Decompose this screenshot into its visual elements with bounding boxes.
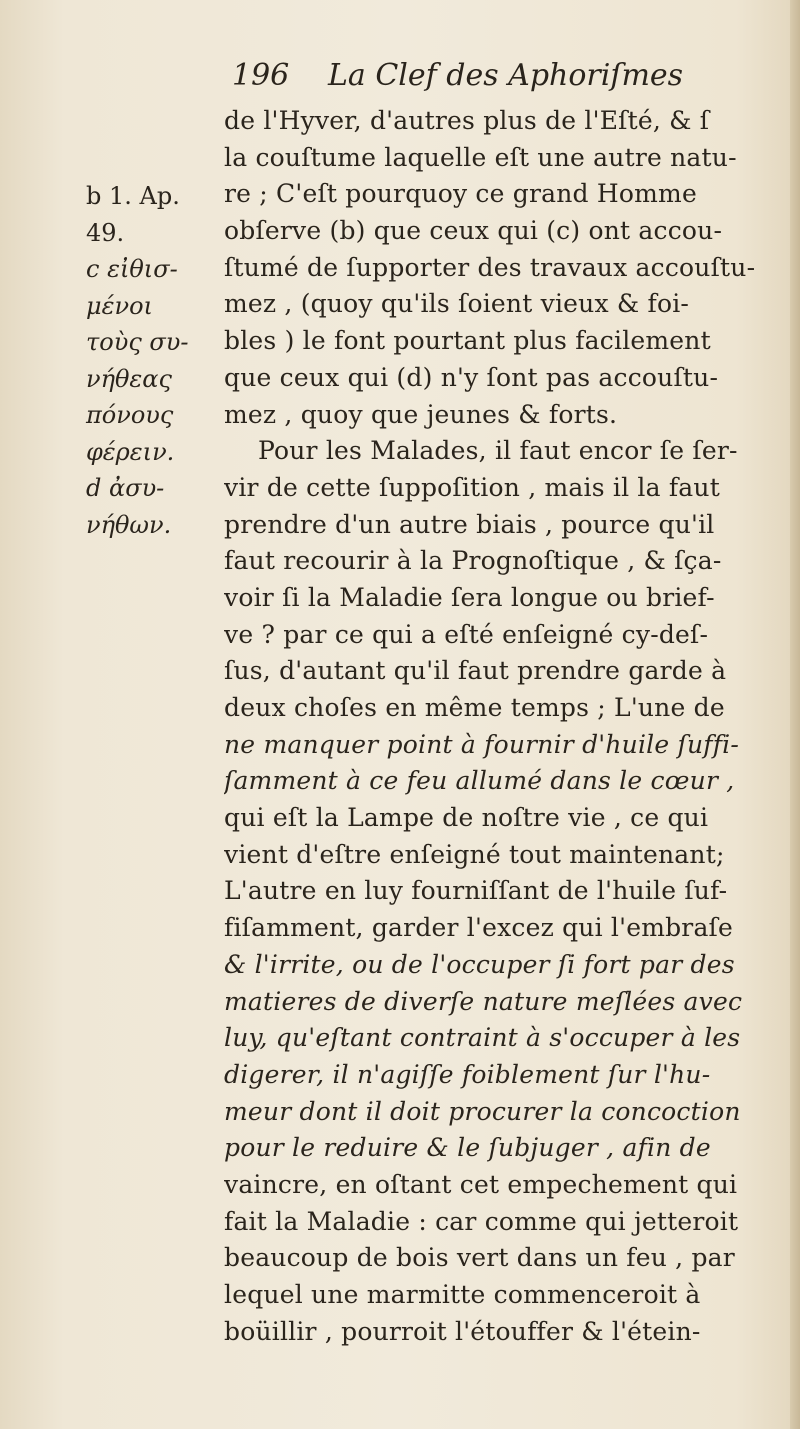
text-line: digerer, il n'agiſſe foiblement ſur l'hu-: [224, 1059, 711, 1089]
margin-note: νήθεας: [86, 364, 172, 393]
margin-note: c εἰθισ-: [86, 255, 178, 283]
page-header: [228, 58, 768, 102]
text-line: faut recourir à la Prognoſtique , & ſça-: [224, 546, 722, 576]
text-line: meur dont il doit procurer la concoction: [224, 1096, 741, 1126]
text-line: vient d'eſtre enſeigné tout maintenant;: [224, 839, 725, 869]
margin-note: d ἀσυ-: [86, 474, 165, 502]
text-line: boüillir , pourroit l'étouffer & l'étein-: [224, 1316, 701, 1346]
text-line: voir ſi la Maladie ſera longue ou brief-: [224, 582, 715, 612]
text-line: ne manquer point à fournir d'huile ſuffi-: [224, 729, 740, 759]
text-line: L'autre en luy fourniſſant de l'huile ſuf-: [224, 876, 728, 906]
text-line: de l'Hyver, d'autres plus de l'Eſté, & ſ: [224, 106, 710, 135]
text-line: ſamment à ce feu allumé dans le cœur ,: [224, 766, 735, 796]
text-line: matieres de diverſe nature meſlées avec: [224, 986, 743, 1016]
text-line: beaucoup de bois vert dans un feu , par: [224, 1243, 735, 1273]
text-line: pour le reduire & le ſubjuger , afin de: [224, 1133, 711, 1163]
text-line: & l'irrite, ou de l'occuper ſi fort par des: [224, 949, 735, 979]
text-line: ſus, d'autant qu'il faut prendre garde à: [224, 656, 727, 686]
text-line: lequel une marmitte commenceroit à: [224, 1280, 701, 1309]
body-text: [224, 103, 769, 1350]
text-line: re ; C'eſt pourquoy ce grand Homme: [224, 179, 697, 209]
text-line: bles ) le font pourtant plus facilement: [224, 326, 711, 356]
text-line: vaincre, en oſtant cet empechement qui: [224, 1169, 738, 1199]
text-line: luy, qu'eſtant contraint à s'occuper à les: [224, 1023, 741, 1053]
margin-note: φέρειν.: [86, 437, 175, 466]
text-line: Pour les Malades, il faut encor ſe ſer-: [258, 436, 738, 466]
margin-note: b 1. Ap.: [86, 182, 180, 210]
text-line: ve ? par ce qui a eſté enſeigné cy-deſ-: [224, 619, 709, 649]
text-line: vir de cette ſuppoſition , mais il la faut: [224, 472, 720, 502]
margin-note: 49.: [86, 218, 125, 247]
text-line: fait la Maladie : car comme qui jetteroit: [224, 1206, 739, 1236]
text-line: fiſamment, garder l'excez qui l'embraſe: [224, 913, 734, 943]
page-number: 196: [232, 58, 290, 93]
running-title: La Clef des Aphoriſmes: [328, 58, 684, 93]
text-line: qui eſt la Lampe de noſtre vie , ce qui: [224, 803, 709, 833]
margin-note: πόνους: [86, 401, 174, 429]
page-edge: [790, 0, 800, 1429]
margin-note: μένοι: [86, 291, 153, 320]
text-line: ſtumé de ſupporter des travaux accouſtu-: [224, 252, 756, 282]
text-line: mez , quoy que jeunes & forts.: [224, 399, 618, 429]
margin-note: νήθων.: [86, 510, 172, 539]
margin-notes: [86, 178, 216, 543]
margin-note: τοὺς συ-: [86, 328, 189, 356]
text-line: mez , (quoy qu'ils ſoient vieux & foi-: [224, 289, 690, 319]
text-line: la couſtume laquelle eſt une autre natu-: [224, 142, 737, 172]
text-line: prendre d'un autre biais , pource qu'il: [224, 509, 715, 539]
text-line: deux choſes en même temps ; L'une de: [224, 693, 725, 722]
text-line: que ceux qui (d) n'y ſont pas accouſtu-: [224, 362, 719, 392]
text-line: obſerve (b) que ceux qui (c) ont accou-: [224, 216, 723, 246]
